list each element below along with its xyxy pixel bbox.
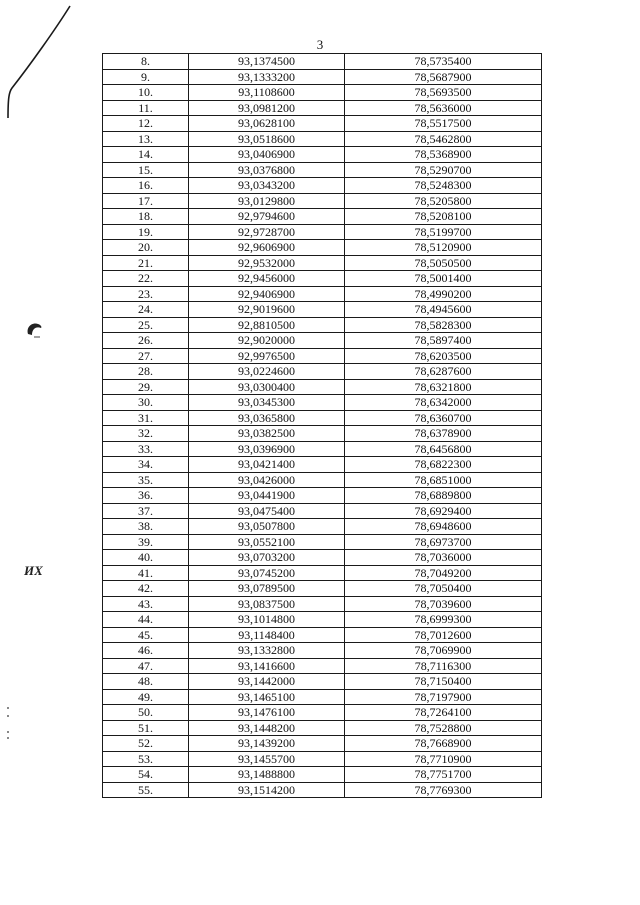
coordinate-x-cell: 92,9020000 xyxy=(189,333,345,349)
point-number-cell: 40. xyxy=(103,550,189,566)
coordinate-x-cell: 92,9456000 xyxy=(189,271,345,287)
table-row xyxy=(103,503,542,519)
coordinate-y-cell: 78,7668900 xyxy=(345,736,542,752)
coordinate-y-cell: 78,6287600 xyxy=(345,364,542,380)
coordinate-y-cell: 78,5001400 xyxy=(345,271,542,287)
point-number-cell: 13. xyxy=(103,131,189,147)
table-row xyxy=(103,534,542,550)
coordinate-x-cell: 93,1439200 xyxy=(189,736,345,752)
point-number-cell: 10. xyxy=(103,85,189,101)
point-number-cell: 41. xyxy=(103,565,189,581)
coordinate-x-cell: 93,0981200 xyxy=(189,100,345,116)
point-number-cell: 35. xyxy=(103,472,189,488)
point-number-cell: 17. xyxy=(103,193,189,209)
table-row xyxy=(103,689,542,705)
point-number-cell: 27. xyxy=(103,348,189,364)
coordinate-y-cell: 78,7751700 xyxy=(345,767,542,783)
point-number-cell: 19. xyxy=(103,224,189,240)
point-number-cell: 30. xyxy=(103,395,189,411)
point-number-cell: 36. xyxy=(103,488,189,504)
coordinate-y-cell: 78,5199700 xyxy=(345,224,542,240)
coordinate-y-cell: 78,5828300 xyxy=(345,317,542,333)
coordinate-y-cell: 78,6456800 xyxy=(345,441,542,457)
coordinate-x-cell: 93,1148400 xyxy=(189,627,345,643)
table-row xyxy=(103,457,542,473)
coordinate-y-cell: 78,7049200 xyxy=(345,565,542,581)
coordinate-x-cell: 93,1416600 xyxy=(189,658,345,674)
coordinate-x-cell: 93,1333200 xyxy=(189,69,345,85)
coordinate-y-cell: 78,5248300 xyxy=(345,178,542,194)
table-row xyxy=(103,54,542,70)
point-number-cell: 12. xyxy=(103,116,189,132)
point-number-cell: 20. xyxy=(103,240,189,256)
point-number-cell: 33. xyxy=(103,441,189,457)
table-row xyxy=(103,705,542,721)
table-row xyxy=(103,519,542,535)
coordinate-x-cell: 92,8810500 xyxy=(189,317,345,333)
table-row xyxy=(103,488,542,504)
point-number-cell: 47. xyxy=(103,658,189,674)
point-number-cell: 55. xyxy=(103,782,189,798)
coordinate-x-cell: 93,0406900 xyxy=(189,147,345,163)
coordinate-y-cell: 78,7069900 xyxy=(345,643,542,659)
point-number-cell: 48. xyxy=(103,674,189,690)
coordinate-x-cell: 93,1488800 xyxy=(189,767,345,783)
coordinate-y-cell: 78,7050400 xyxy=(345,581,542,597)
coordinate-y-cell: 78,5208100 xyxy=(345,209,542,225)
point-number-cell: 9. xyxy=(103,69,189,85)
coordinate-x-cell: 92,9406900 xyxy=(189,286,345,302)
table-row xyxy=(103,147,542,163)
coordinate-x-cell: 93,0552100 xyxy=(189,534,345,550)
table-row xyxy=(103,379,542,395)
coordinate-y-cell: 78,6203500 xyxy=(345,348,542,364)
coordinate-y-cell: 78,5693500 xyxy=(345,85,542,101)
table-row xyxy=(103,643,542,659)
coordinate-x-cell: 93,0129800 xyxy=(189,193,345,209)
table-row xyxy=(103,612,542,628)
table-row xyxy=(103,581,542,597)
coordinate-y-cell: 78,7036000 xyxy=(345,550,542,566)
coordinate-y-cell: 78,5120900 xyxy=(345,240,542,256)
point-number-cell: 15. xyxy=(103,162,189,178)
table-row xyxy=(103,720,542,736)
hole-punch-mark xyxy=(24,318,48,344)
table-row xyxy=(103,69,542,85)
point-number-cell: 53. xyxy=(103,751,189,767)
point-number-cell: 29. xyxy=(103,379,189,395)
point-number-cell: 11. xyxy=(103,100,189,116)
coordinate-x-cell: 93,0343200 xyxy=(189,178,345,194)
table-row xyxy=(103,100,542,116)
table-row xyxy=(103,348,542,364)
table-row xyxy=(103,209,542,225)
margin-stamp-text: ИХ xyxy=(24,563,43,578)
coordinate-x-cell: 93,0382500 xyxy=(189,426,345,442)
coordinate-y-cell: 78,6851000 xyxy=(345,472,542,488)
coordinate-y-cell: 78,6360700 xyxy=(345,410,542,426)
table-row xyxy=(103,85,542,101)
coordinate-y-cell: 78,5205800 xyxy=(345,193,542,209)
point-number-cell: 54. xyxy=(103,767,189,783)
coordinate-y-cell: 78,6378900 xyxy=(345,426,542,442)
coordinate-x-cell: 93,0628100 xyxy=(189,116,345,132)
table-row xyxy=(103,736,542,752)
coordinate-y-cell: 78,4990200 xyxy=(345,286,542,302)
coordinate-y-cell: 78,5290700 xyxy=(345,162,542,178)
coordinate-y-cell: 78,5687900 xyxy=(345,69,542,85)
table-row xyxy=(103,364,542,380)
point-number-cell: 46. xyxy=(103,643,189,659)
table-row xyxy=(103,286,542,302)
table-row xyxy=(103,472,542,488)
table-row xyxy=(103,751,542,767)
table-row xyxy=(103,426,542,442)
coordinate-x-cell: 93,1455700 xyxy=(189,751,345,767)
coordinate-y-cell: 78,4945600 xyxy=(345,302,542,318)
coordinate-x-cell: 93,0475400 xyxy=(189,503,345,519)
coordinate-y-cell: 78,5636000 xyxy=(345,100,542,116)
coordinate-y-cell: 78,5462800 xyxy=(345,131,542,147)
coordinate-y-cell: 78,6342000 xyxy=(345,395,542,411)
coordinate-y-cell: 78,5517500 xyxy=(345,116,542,132)
coordinate-y-cell: 78,5735400 xyxy=(345,54,542,70)
table-row xyxy=(103,116,542,132)
point-number-cell: 34. xyxy=(103,457,189,473)
point-number-cell: 45. xyxy=(103,627,189,643)
point-number-cell: 31. xyxy=(103,410,189,426)
table-row xyxy=(103,410,542,426)
coordinate-x-cell: 93,0421400 xyxy=(189,457,345,473)
coordinate-y-cell: 78,7012600 xyxy=(345,627,542,643)
table-row xyxy=(103,674,542,690)
coordinate-x-cell: 93,0224600 xyxy=(189,364,345,380)
coordinate-x-cell: 92,9728700 xyxy=(189,224,345,240)
coordinate-x-cell: 93,1514200 xyxy=(189,782,345,798)
table-row xyxy=(103,178,542,194)
coordinate-x-cell: 93,0441900 xyxy=(189,488,345,504)
point-number-cell: 49. xyxy=(103,689,189,705)
point-number-cell: 22. xyxy=(103,271,189,287)
table-row xyxy=(103,658,542,674)
coordinate-x-cell: 92,9794600 xyxy=(189,209,345,225)
point-number-cell: 51. xyxy=(103,720,189,736)
point-number-cell: 39. xyxy=(103,534,189,550)
table-row xyxy=(103,767,542,783)
coordinate-y-cell: 78,7116300 xyxy=(345,658,542,674)
point-number-cell: 43. xyxy=(103,596,189,612)
coordinate-x-cell: 92,9019600 xyxy=(189,302,345,318)
point-number-cell: 38. xyxy=(103,519,189,535)
table-row xyxy=(103,627,542,643)
coordinate-y-cell: 78,6973700 xyxy=(345,534,542,550)
coordinate-x-cell: 93,1332800 xyxy=(189,643,345,659)
point-number-cell: 44. xyxy=(103,612,189,628)
table-row xyxy=(103,162,542,178)
coordinate-y-cell: 78,7150400 xyxy=(345,674,542,690)
coordinate-x-cell: 93,1465100 xyxy=(189,689,345,705)
coordinate-y-cell: 78,5050500 xyxy=(345,255,542,271)
coordinate-y-cell: 78,6321800 xyxy=(345,379,542,395)
coordinate-x-cell: 93,0426000 xyxy=(189,472,345,488)
coordinate-x-cell: 92,9976500 xyxy=(189,348,345,364)
table-row xyxy=(103,782,542,798)
coordinate-x-cell: 93,0789500 xyxy=(189,581,345,597)
table-row xyxy=(103,131,542,147)
point-number-cell: 37. xyxy=(103,503,189,519)
coordinate-y-cell: 78,7039600 xyxy=(345,596,542,612)
coordinate-x-cell: 93,0703200 xyxy=(189,550,345,566)
coordinate-x-cell: 93,1448200 xyxy=(189,720,345,736)
point-number-cell: 24. xyxy=(103,302,189,318)
point-number-cell: 52. xyxy=(103,736,189,752)
point-number-cell: 16. xyxy=(103,178,189,194)
coordinate-y-cell: 78,5897400 xyxy=(345,333,542,349)
table-row xyxy=(103,395,542,411)
table-row xyxy=(103,550,542,566)
point-number-cell: 21. xyxy=(103,255,189,271)
coordinate-y-cell: 78,6929400 xyxy=(345,503,542,519)
margin-stamp-fragment xyxy=(24,563,43,579)
point-number-cell: 26. xyxy=(103,333,189,349)
coordinate-y-cell: 78,6822300 xyxy=(345,457,542,473)
point-number-cell: 18. xyxy=(103,209,189,225)
coordinate-y-cell: 78,6948600 xyxy=(345,519,542,535)
table-row xyxy=(103,271,542,287)
table-row xyxy=(103,596,542,612)
coordinate-y-cell: 78,7528800 xyxy=(345,720,542,736)
coordinate-x-cell: 93,1374500 xyxy=(189,54,345,70)
coordinate-x-cell: 93,0745200 xyxy=(189,565,345,581)
coordinate-y-cell: 78,7710900 xyxy=(345,751,542,767)
table-row xyxy=(103,317,542,333)
coordinate-x-cell: 93,0396900 xyxy=(189,441,345,457)
pen-stroke-mark xyxy=(0,0,80,130)
point-number-cell: 42. xyxy=(103,581,189,597)
table-row xyxy=(103,302,542,318)
point-number-cell: 14. xyxy=(103,147,189,163)
coordinate-y-cell: 78,6889800 xyxy=(345,488,542,504)
point-number-cell: 28. xyxy=(103,364,189,380)
coordinate-x-cell: 93,1442000 xyxy=(189,674,345,690)
coordinate-x-cell: 93,0345300 xyxy=(189,395,345,411)
coordinate-x-cell: 93,0376800 xyxy=(189,162,345,178)
margin-dots xyxy=(6,705,12,741)
table-row xyxy=(103,224,542,240)
point-number-cell: 8. xyxy=(103,54,189,70)
table-row xyxy=(103,255,542,271)
coordinate-y-cell: 78,5368900 xyxy=(345,147,542,163)
coordinate-x-cell: 93,1014800 xyxy=(189,612,345,628)
coordinates-table-body xyxy=(103,54,542,798)
coordinate-x-cell: 93,0518600 xyxy=(189,131,345,147)
coordinate-x-cell: 93,0300400 xyxy=(189,379,345,395)
table-row xyxy=(103,333,542,349)
page-number: 3 xyxy=(316,37,324,52)
coordinate-x-cell: 93,1476100 xyxy=(189,705,345,721)
table-row xyxy=(103,240,542,256)
coordinate-x-cell: 92,9532000 xyxy=(189,255,345,271)
table-row xyxy=(103,565,542,581)
coordinate-y-cell: 78,6999300 xyxy=(345,612,542,628)
table-row xyxy=(103,441,542,457)
coordinate-x-cell: 93,0837500 xyxy=(189,596,345,612)
point-number-cell: 23. xyxy=(103,286,189,302)
coordinate-y-cell: 78,7769300 xyxy=(345,782,542,798)
coordinate-x-cell: 92,9606900 xyxy=(189,240,345,256)
coordinates-table xyxy=(102,53,542,798)
coordinate-x-cell: 93,0507800 xyxy=(189,519,345,535)
coordinate-x-cell: 93,1108600 xyxy=(189,85,345,101)
table-row xyxy=(103,193,542,209)
coordinate-x-cell: 93,0365800 xyxy=(189,410,345,426)
point-number-cell: 50. xyxy=(103,705,189,721)
coordinate-y-cell: 78,7264100 xyxy=(345,705,542,721)
point-number-cell: 25. xyxy=(103,317,189,333)
coordinate-y-cell: 78,7197900 xyxy=(345,689,542,705)
point-number-cell: 32. xyxy=(103,426,189,442)
